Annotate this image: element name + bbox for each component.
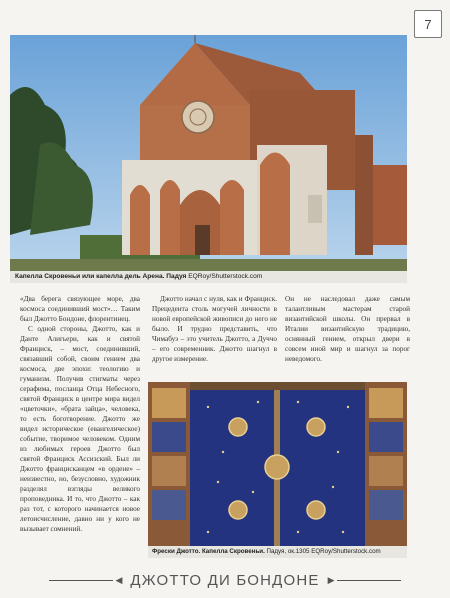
footer-title: ДЖОТТО ДИ БОНДОНЕ [130, 571, 320, 589]
bottom-caption-credit: EQRoy/Shutterstock.com [311, 548, 381, 555]
page-number: 7 [414, 10, 442, 38]
paragraph: Джотто начал с нуля, как и Франциск. Прецедента столь могучей личности в новой европейской живописи до него не было. И трудно представить, что Чимабуэ – это учитель Джотто, а Дуччо – его современник. Джотто шагнул в другое измерение. [152, 295, 277, 363]
bottom-caption-rest: Падуя, ок.1305 [266, 548, 310, 555]
text-column-1 [20, 294, 140, 534]
paragraph: С одной стороны, Джотто, как и Данте Алигьери, как и святой Франциск, – мост, соединивший, связавший собой, своим гением два космоса, две эпохи: теологию и гуманизм. Получив стигматы через серафима, посланца Отца Небесного, святой Франциск в центре мира видел «цветочки», «брата зайца», человека, то есть боготворение. Джотто же видел историческое (евангелическое) событие, творимое человеком. Одним из любимых героев Джотто был святой Франциск Ассизский. Был ли Джотто францисканцем «в ордене» – неизвестно, но, безусловно, художник разделял взгляды великого проповедника. И то, что Джотто – как раз тот, с которого начинается новое летоисчисление, давно ни у кого не вызывает сомнений. [20, 325, 140, 533]
footer-rule-right [337, 580, 401, 581]
chevron-left-icon: ◀ [115, 574, 123, 585]
fresco-photo [148, 382, 407, 546]
church-illustration [10, 35, 407, 271]
bottom-photo-caption [148, 546, 407, 558]
top-photo-caption [10, 271, 407, 283]
text-column-3 [285, 294, 410, 364]
top-caption-credit: EQRoy/Shutterstock.com [188, 273, 263, 280]
top-caption-title: Капелла Скровеньи или капелла дель Арена. Падуя [15, 273, 187, 280]
chevron-right-icon: ▶ [327, 574, 335, 585]
bottom-caption-title: Фрески Джотто. Капелла Скровеньи. [152, 548, 265, 555]
footer [0, 568, 450, 592]
footer-rule-left [49, 580, 113, 581]
church-photo [10, 35, 407, 271]
fresco-illustration [148, 382, 407, 546]
text-column-2 [152, 294, 277, 364]
paragraph: Он не наследовал даже самым талантливым мастерам старой византийской школы. Он прервал в Италии византийскую традицию, осиянный гением, открыл двери в совсем иной мир и шагнул за порог неведомого. [285, 295, 410, 363]
paragraph: «Два берега связующее море, два космоса соединивший мост»… Таким был Джотто Бондоне, флорентинец. [20, 295, 140, 323]
